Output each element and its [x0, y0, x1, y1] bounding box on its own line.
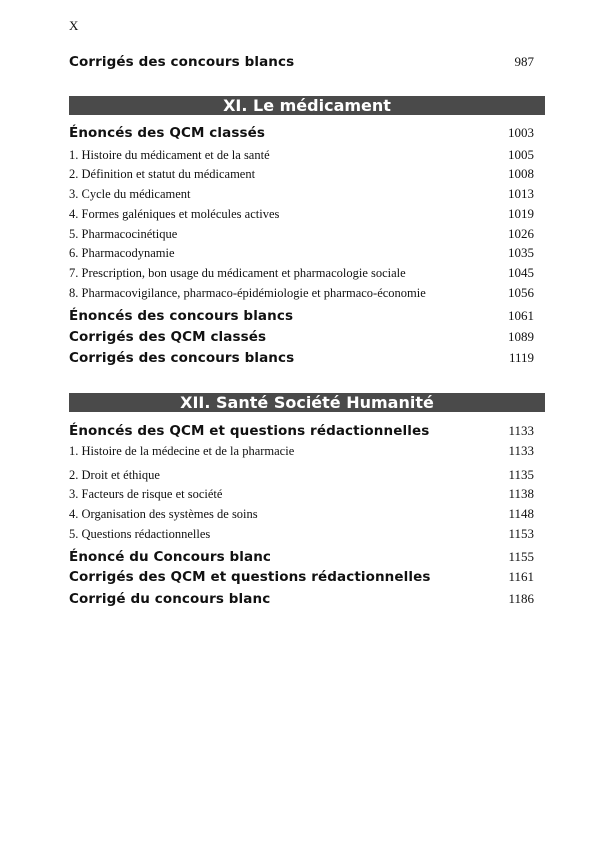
toc-entry[interactable]	[69, 591, 534, 607]
toc-entry-page: 1056	[508, 285, 534, 300]
part-heading-xii: XII. Santé Société Humanité	[69, 393, 545, 412]
toc-entry-page: 1138	[508, 486, 534, 501]
toc-entry[interactable]	[69, 206, 534, 222]
page-number: X	[69, 18, 79, 33]
toc-entry-page: 1153	[508, 526, 534, 541]
toc-entry-page: 1155	[508, 549, 534, 564]
toc-entry-label: Corrigés des QCM classés	[69, 329, 267, 345]
toc-entry-label: 2. Définition et statut du médicament	[69, 167, 256, 181]
toc-entry-label: 4. Formes galéniques et molécules actives	[69, 207, 280, 221]
toc-entry[interactable]	[69, 226, 534, 242]
toc-entry-page: 987	[514, 54, 534, 69]
toc-entry[interactable]	[69, 350, 534, 366]
toc-entry-page: 1013	[508, 186, 534, 201]
toc-entry[interactable]	[69, 265, 534, 281]
toc-entry-label: 8. Pharmacovigilance, pharmaco-épidémiologie et pharmaco-économie	[69, 286, 426, 300]
toc-entry[interactable]	[69, 506, 534, 522]
toc-entry[interactable]	[69, 486, 534, 502]
toc-entry[interactable]	[69, 329, 534, 345]
toc-entry[interactable]	[69, 526, 534, 542]
toc-entry[interactable]	[69, 245, 534, 261]
toc-entry-label: 3. Facteurs de risque et société	[69, 487, 223, 501]
toc-entry-label: 5. Pharmacocinétique	[69, 227, 178, 241]
toc-entry-page: 1161	[508, 569, 534, 584]
toc-entry-label: 4. Organisation des systèmes de soins	[69, 507, 258, 521]
toc-entry-label: Corrigé du concours blanc	[69, 591, 271, 607]
toc-entry[interactable]	[69, 166, 534, 182]
toc-entry-page: 1035	[508, 245, 534, 260]
toc-entry-page: 1061	[508, 308, 534, 323]
toc-entry-label: 2. Droit et éthique	[69, 468, 160, 482]
toc-entry-page: 1019	[508, 206, 534, 221]
toc-entry[interactable]	[69, 423, 534, 439]
toc-entry-label: Énoncés des QCM et questions rédactionnelles	[69, 423, 430, 439]
toc-entry[interactable]	[69, 186, 534, 202]
toc-entry-label: 1. Histoire du médicament et de la santé	[69, 148, 270, 162]
toc-entry[interactable]	[69, 443, 534, 459]
toc-entry-label: 3. Cycle du médicament	[69, 187, 191, 201]
toc-entry[interactable]	[69, 569, 534, 585]
toc-entry[interactable]	[69, 549, 534, 565]
toc-entry[interactable]	[69, 54, 534, 70]
toc-entry[interactable]	[69, 467, 534, 483]
toc-entry-label: 6. Pharmacodynamie	[69, 246, 175, 260]
toc-entry[interactable]	[69, 125, 534, 141]
toc-entry-label: Corrigés des QCM et questions rédactionnelles	[69, 569, 431, 585]
toc-entry[interactable]	[69, 285, 534, 301]
toc-entry-label: 7. Prescription, bon usage du médicament et pharmacologie sociale	[69, 266, 406, 280]
toc-entry-label: Énoncés des QCM classés	[69, 125, 265, 141]
toc-entry-page: 1089	[508, 329, 534, 344]
toc-entry-label: Énoncé du Concours blanc	[69, 549, 272, 565]
toc-entry[interactable]	[69, 147, 534, 163]
toc-entry-page: 1005	[508, 147, 534, 162]
toc-entry-page: 1186	[508, 591, 534, 606]
toc-entry-page: 1003	[508, 125, 534, 140]
toc-entry-page: 1148	[508, 506, 534, 521]
toc-entry-label: 1. Histoire de la médecine et de la pharmacie	[69, 444, 295, 458]
toc-entry-page: 1133	[508, 443, 534, 458]
toc-entry-page: 1135	[508, 467, 534, 482]
toc-entry-page: 1008	[508, 166, 534, 181]
toc-entry[interactable]	[69, 308, 534, 324]
part-heading-xi: XI. Le médicament	[69, 96, 545, 115]
toc-entry-page: 1133	[508, 423, 534, 438]
toc-entry-label: Corrigés des concours blancs	[69, 54, 295, 70]
toc-entry-page: 1045	[508, 265, 534, 280]
toc-entry-label: Corrigés des concours blancs	[69, 350, 295, 366]
toc-entry-label: Énoncés des concours blancs	[69, 308, 294, 324]
toc-entry-page: 1119	[508, 350, 534, 365]
toc-entry-label: 5. Questions rédactionnelles	[69, 527, 211, 541]
toc-entry-page: 1026	[508, 226, 534, 241]
